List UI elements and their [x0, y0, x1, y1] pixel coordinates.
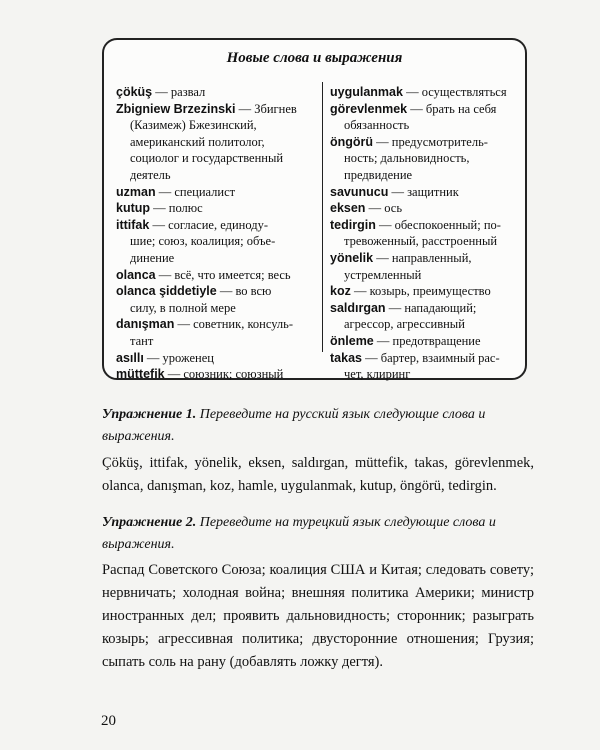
vocab-term: öngörü	[330, 134, 374, 149]
vocab-definition: — осуществляться	[402, 85, 507, 99]
vocab-definition-continuation: обязанность	[344, 118, 410, 133]
exercise-2-text: Распад Советского Союза; коалиция США и Китая; следовать совету; нервничать; холодная война; внешняя политика Америки; министр иностранных дел; проявить дальновидность; сторонник; разыграть козырь; агрессивная политика; двусторонние отношения; Грузия; сыпать соль на рану (добавлять ложку дегтя).	[102, 562, 534, 670]
vocab-definition-continuation: социолог и государственный	[130, 151, 284, 166]
exercise-1-text: Çöküş, ittifak, yönelik, eksen, saldırgan, müttefik, takas, görevlenmek, olanca, danışman, koz, hamle, uygulanmak, kutup, öngörü, tedirgin.	[102, 455, 534, 494]
exercise-1-label: Упражнение 1.	[102, 407, 197, 422]
vocab-definition: — всё, что имеется; весь	[155, 267, 291, 282]
vocab-entry	[116, 283, 316, 316]
vocab-entry	[330, 333, 522, 350]
vocab-term: kutup	[116, 201, 151, 216]
vocab-definition: — Збигнев	[235, 101, 297, 116]
page-number: 20	[101, 713, 116, 729]
exercise-1-instruction: Переведите на русский язык следующие слова и выражения.	[102, 407, 486, 444]
vocab-entry	[330, 134, 522, 184]
vocab-definition: — обеспокоенный; по-	[375, 217, 501, 232]
vocab-definition-continuation: (Казимеж) Бжезинский,	[130, 118, 257, 133]
vocab-definition-continuation: тант	[130, 333, 154, 348]
vocab-entry	[330, 300, 522, 333]
vocab-definition-continuation: чет, клиринг	[344, 367, 411, 382]
vocab-term: eksen	[330, 201, 366, 216]
exercise-2-heading	[102, 512, 532, 556]
vocab-term: Zbigniew Brzezinski	[116, 101, 236, 116]
vocab-definition: — предусмотритель-	[373, 134, 488, 149]
vocab-definition-continuation: ность; дальновидность,	[344, 151, 470, 166]
vocab-definition-continuation: агрессор, агрессивный	[344, 317, 465, 332]
vocab-entry	[116, 217, 316, 267]
vocab-term: görevlenmek	[330, 101, 408, 116]
exercise-2-instruction: Переведите на турецкий язык следующие слова и выражения.	[102, 515, 496, 552]
vocab-definition: — ось	[365, 201, 403, 216]
column-divider	[322, 82, 323, 352]
vocab-definition: — согласие, единоду-	[149, 217, 268, 232]
vocab-entry	[116, 267, 316, 284]
vocab-definition: — предотвращение	[373, 333, 481, 348]
vocab-definition: — специалист	[155, 184, 236, 199]
vocab-term: olanca şiddetiyle	[116, 284, 217, 299]
vocab-definition: — защитник	[388, 184, 459, 199]
vocab-term: danışman	[116, 317, 175, 332]
vocab-entry	[330, 84, 522, 101]
vocab-entry	[116, 184, 316, 201]
vocab-term: asıllı	[116, 350, 144, 365]
vocabulary-box	[102, 38, 527, 380]
vocab-definition: — направленный,	[373, 250, 472, 265]
vocab-term: müttefik	[116, 367, 165, 382]
vocab-definition: — развал	[152, 85, 206, 99]
vocab-term: takas	[330, 350, 362, 365]
vocab-entry	[116, 101, 316, 184]
vocab-term: ittifak	[116, 217, 150, 232]
vocab-definition-continuation: силу, в полной мере	[130, 300, 236, 315]
vocab-definition-continuation: устремленный	[344, 267, 422, 282]
vocab-entry	[116, 200, 316, 217]
vocab-term: tedirgin	[330, 217, 376, 232]
vocab-term: çöküş	[116, 85, 153, 99]
vocab-term: koz	[330, 284, 351, 299]
vocab-term: olanca	[116, 267, 156, 282]
vocab-entry	[330, 101, 522, 134]
vocab-definition: — союзник; союзный	[164, 367, 284, 382]
exercise-1-heading	[102, 404, 532, 448]
vocab-definition: — нападающий;	[385, 300, 477, 315]
vocab-entry	[116, 366, 316, 383]
vocab-definition: — уроженец	[143, 350, 214, 365]
vocab-term: önleme	[330, 333, 374, 348]
vocab-entry	[330, 350, 522, 383]
vocab-definition: — брать на себя	[407, 101, 497, 116]
vocab-definition-continuation: тревоженный, расстроенный	[344, 234, 498, 249]
vocab-definition-continuation: деятель	[130, 167, 171, 182]
vocab-entry	[330, 217, 522, 250]
vocab-definition: — советник, консуль-	[174, 317, 294, 332]
vocab-entry	[330, 283, 522, 300]
vocab-definition-continuation: динение	[130, 250, 175, 265]
vocab-entry	[330, 184, 522, 201]
vocab-definition: — полюс	[150, 201, 203, 216]
vocab-entry	[330, 250, 522, 283]
vocab-definition-continuation: шие; союз, коалиция; объе-	[130, 234, 276, 249]
vocab-definition: — козырь, преимущество	[350, 284, 491, 299]
vocab-definition-continuation: предвидение	[344, 167, 413, 182]
vocabulary-title: Новые слова и выражения	[226, 50, 403, 66]
vocab-term: savunucu	[330, 184, 389, 199]
vocab-definition-continuation: американский политолог,	[130, 134, 265, 149]
vocab-term: uzman	[116, 184, 156, 199]
vocab-entry	[116, 316, 316, 349]
vocab-entry	[116, 84, 316, 101]
vocabulary-left-column	[116, 84, 316, 383]
vocab-term: yönelik	[330, 250, 374, 265]
exercise-2-label: Упражнение 2.	[102, 515, 197, 530]
vocab-definition: — бартер, взаимный рас-	[361, 350, 500, 365]
vocab-term: saldırgan	[330, 300, 386, 315]
vocab-definition: — во всю	[216, 284, 272, 299]
vocab-entry	[330, 200, 522, 217]
vocab-entry	[116, 350, 316, 367]
vocab-term: uygulanmak	[330, 85, 403, 99]
vocabulary-right-column	[330, 84, 522, 383]
